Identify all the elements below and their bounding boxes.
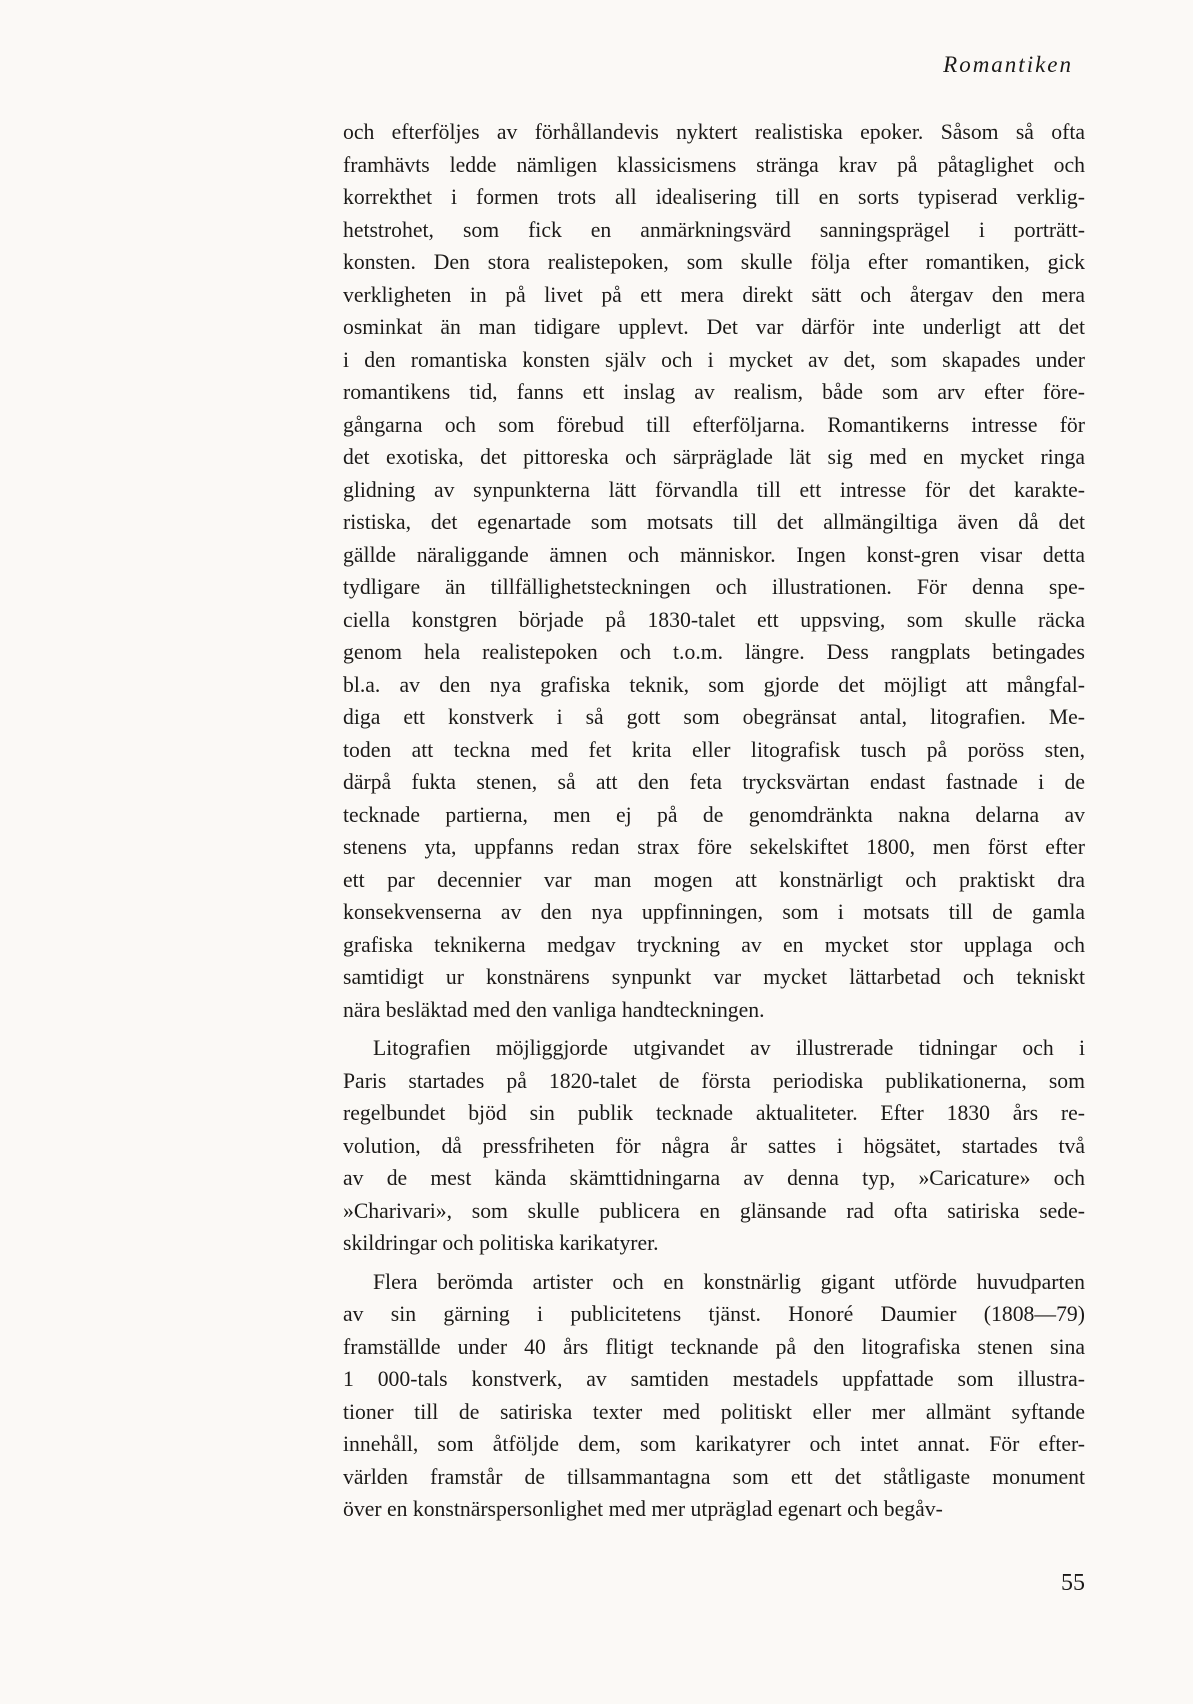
text-line: ett par decennier var man mogen att konstnärligt och praktiskt dra <box>343 867 1085 892</box>
body-text <box>343 116 1085 1526</box>
text-line: framhävts ledde nämligen klassicismens stränga krav på påtaglighet och <box>343 152 1085 177</box>
text-line: stenens yta, uppfanns redan strax före sekelskiftet 1800, men först efter <box>343 835 1085 859</box>
text-line: ciella konstgren började på 1830-talet ett uppsving, som skulle räcka <box>343 607 1085 632</box>
text-line: Flera berömda artister och en konstnärlig gigant utförde huvudparten <box>373 1269 1085 1294</box>
text-line: av de mest kända skämttidningarna av denna typ, »Caricature» och <box>343 1166 1085 1190</box>
text-line: romantikens tid, fanns ett inslag av realism, både som arv efter före- <box>343 380 1085 404</box>
text-line: »Charivari», som skulle publicera en glänsande rad ofta satiriska sede- <box>343 1198 1085 1223</box>
text-line: gångarna och som förebud till efterföljarna. Romantikerns intresse för <box>343 412 1085 437</box>
text-line: över en konstnärspersonlighet med mer utpräglad egenart och begåv- <box>343 1497 943 1521</box>
paragraph <box>343 1032 1085 1260</box>
text-line: framställde under 40 års flitigt tecknande på den litografiska stenen sina <box>343 1334 1085 1359</box>
text-line: nära besläktad med den vanliga handteckningen. <box>343 997 765 1022</box>
text-line: i den romantiska konsten själv och i mycket av det, som skapades under <box>343 347 1085 372</box>
text-line: diga ett konstverk i så gott som obegränsat antal, litografien. Me- <box>343 705 1085 729</box>
text-line: 1 000-tals konstverk, av samtiden mestadels uppfattade som illustra- <box>343 1367 1085 1391</box>
text-line: bl.a. av den nya grafiska teknik, som gjorde det möjligt att mångfal- <box>343 672 1085 697</box>
paragraph <box>343 1266 1085 1526</box>
text-line: Paris startades på 1820-talet de första periodiska publikationerna, som <box>343 1068 1085 1093</box>
text-line: tioner till de satiriska texter med politiskt eller mer allmänt syftande <box>343 1399 1085 1424</box>
text-line: tecknade partierna, men ej på de genomdränkta nakna delarna av <box>343 802 1085 827</box>
text-line: osminkat än man tidigare upplevt. Det var därför inte underligt att det <box>343 315 1085 339</box>
text-line: gällde näraliggande ämnen och människor. Ingen konst-gren visar detta <box>343 542 1085 567</box>
text-line: grafiska teknikerna medgav tryckning av en mycket stor upplaga och <box>343 932 1085 957</box>
text-line: toden att teckna med fet krita eller litografisk tusch på poröss sten, <box>343 737 1085 762</box>
text-line: och efterföljes av förhållandevis nyktert realistiska epoker. Såsom så ofta <box>343 120 1085 144</box>
text-line: världen framstår de tillsammantagna som ett det ståtligaste monument <box>343 1464 1085 1489</box>
text-line: volution, då pressfriheten för några år sattes i högsätet, startades två <box>343 1133 1085 1158</box>
text-line: samtidigt ur konstnärens synpunkt var mycket lättarbetad och tekniskt <box>343 965 1085 989</box>
text-line: genom hela realistepoken och t.o.m. längre. Dess rangplats betingades <box>343 640 1085 664</box>
text-line: tydligare än tillfällighetsteckningen och illustrationen. För denna spe- <box>343 575 1085 599</box>
paragraph-container <box>343 116 1085 1526</box>
text-line: Litografien möjliggjorde utgivandet av illustrerade tidningar och i <box>373 1036 1085 1060</box>
text-line: därpå fukta stenen, så att den feta trycksvärtan endast fastnade i de <box>343 770 1085 794</box>
text-line: av sin gärning i publicitetens tjänst. Honoré Daumier (1808—79) <box>343 1302 1085 1326</box>
text-line: konsekvenserna av den nya uppfinningen, som i motsats till de gamla <box>343 900 1085 924</box>
text-line: verkligheten in på livet på ett mera direkt sätt och återgav den mera <box>343 282 1085 307</box>
text-line: konsten. Den stora realistepoken, som skulle följa efter romantiken, gick <box>343 250 1085 274</box>
text-line: korrekthet i formen trots all idealisering till en sorts typiserad verklig- <box>343 185 1085 209</box>
text-line: hetstrohet, som fick en anmärkningsvärd sanningsprägel i porträtt- <box>343 217 1085 242</box>
text-line: ristiska, det egenartade som motsats till det allmängiltiga även då det <box>343 510 1085 534</box>
text-line: glidning av synpunkterna lätt förvandla till ett intresse för det karakte- <box>343 477 1085 502</box>
text-line: det exotiska, det pittoreska och särpräglade lät sig med en mycket ringa <box>343 445 1085 469</box>
paragraph <box>343 116 1085 1026</box>
text-line: regelbundet bjöd sin publik tecknade aktualiteter. Efter 1830 års re- <box>343 1101 1085 1125</box>
text-line: skildringar och politiska karikatyrer. <box>343 1231 659 1255</box>
running-head: Romantiken <box>943 52 1073 77</box>
text-line: innehåll, som åtföljde dem, som karikatyrer och intet annat. För efter- <box>343 1432 1085 1456</box>
page-number: 55 <box>1061 1570 1085 1596</box>
